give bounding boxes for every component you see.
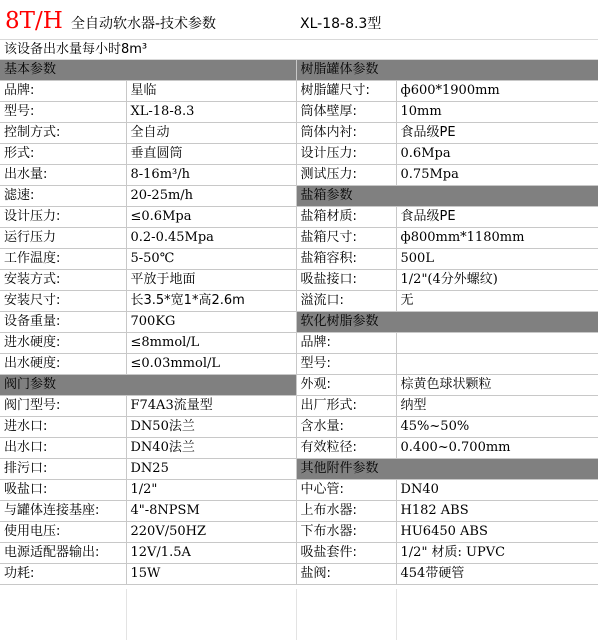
spec-row	[0, 81, 598, 102]
section-header: 阀门参数	[0, 375, 296, 396]
param-value: 12V/1.5A	[126, 543, 296, 564]
param-value: DN40法兰	[126, 438, 296, 459]
param-value	[396, 333, 598, 354]
param-label: 使用电压:	[0, 522, 126, 543]
spec-row	[0, 543, 598, 564]
param-value: 0.75Mpa	[396, 165, 598, 186]
param-label: 外观:	[296, 375, 396, 396]
spec-row	[0, 144, 598, 165]
param-label: 出水量:	[0, 165, 126, 186]
param-value: 垂直圆筒	[126, 144, 296, 165]
param-value: 棕黄色球状颗粒	[396, 375, 598, 396]
param-value: 700KG	[126, 312, 296, 333]
param-value: ф800mm*1180mm	[396, 228, 598, 249]
spec-row	[0, 417, 598, 438]
param-value: 500L	[396, 249, 598, 270]
spec-row	[0, 564, 598, 585]
param-label: 安装尺寸:	[0, 291, 126, 312]
param-label: 吸盐口:	[0, 480, 126, 501]
spec-row	[0, 312, 598, 333]
param-value: 食品级PE	[396, 123, 598, 144]
param-label: 设计压力:	[0, 207, 126, 228]
param-label: 运行压力	[0, 228, 126, 249]
param-label: 型号:	[0, 102, 126, 123]
param-value	[396, 354, 598, 375]
param-label: 盐箱材质:	[296, 207, 396, 228]
param-label: 盐箱容积:	[296, 249, 396, 270]
param-value: ≤8mmol/L	[126, 333, 296, 354]
param-value: 长3.5*宽1*高2.6m	[126, 291, 296, 312]
spec-row	[0, 207, 598, 228]
param-label: 上布水器:	[296, 501, 396, 522]
spec-row	[0, 354, 598, 375]
gridline	[396, 589, 397, 640]
section-header: 软化树脂参数	[296, 312, 598, 333]
section-header: 基本参数	[0, 60, 296, 81]
param-label: 下布水器:	[296, 522, 396, 543]
param-value: DN25	[126, 459, 296, 480]
spec-row	[0, 270, 598, 291]
param-value: 0.2-0.45Mpa	[126, 228, 296, 249]
spec-row	[0, 165, 598, 186]
param-label: 树脂罐尺寸:	[296, 81, 396, 102]
param-label: 阀门型号:	[0, 396, 126, 417]
param-label: 排污口:	[0, 459, 126, 480]
spec-row	[0, 396, 598, 417]
param-value: ф600*1900mm	[396, 81, 598, 102]
param-value: ≤0.6Mpa	[126, 207, 296, 228]
spec-row	[0, 438, 598, 459]
section-header: 盐箱参数	[296, 186, 598, 207]
param-label: 吸盐套件:	[296, 543, 396, 564]
param-label: 出厂形式:	[296, 396, 396, 417]
param-label: 有效粒径:	[296, 438, 396, 459]
param-label: 中心管:	[296, 480, 396, 501]
param-label: 工作温度:	[0, 249, 126, 270]
spec-row	[0, 501, 598, 522]
param-value: 4"-8NPSM	[126, 501, 296, 522]
param-value: 平放于地面	[126, 270, 296, 291]
spec-row	[0, 459, 598, 480]
param-value: 全自动	[126, 123, 296, 144]
spec-row	[0, 228, 598, 249]
param-value: 220V/50HZ	[126, 522, 296, 543]
param-label: 吸盐接口:	[296, 270, 396, 291]
product-title: 全自动软水器-技术参数	[71, 16, 217, 32]
gridline	[296, 589, 297, 640]
param-label: 筒体壁厚:	[296, 102, 396, 123]
param-label: 盐箱尺寸:	[296, 228, 396, 249]
param-label: 电源适配器输出:	[0, 543, 126, 564]
gridline	[126, 589, 127, 640]
param-value: 0.6Mpa	[396, 144, 598, 165]
param-label: 筒体内衬:	[296, 123, 396, 144]
param-label: 出水硬度:	[0, 354, 126, 375]
param-value: F74A3流量型	[126, 396, 296, 417]
param-value: 纳型	[396, 396, 598, 417]
spec-row	[0, 123, 598, 144]
param-value: 15W	[126, 564, 296, 585]
param-label: 进水口:	[0, 417, 126, 438]
param-value: 无	[396, 291, 598, 312]
param-label: 溢流口:	[296, 291, 396, 312]
param-value: DN40	[396, 480, 598, 501]
spec-row	[0, 522, 598, 543]
spec-row	[0, 186, 598, 207]
param-value: 0.400~0.700mm	[396, 438, 598, 459]
param-label: 品牌:	[296, 333, 396, 354]
param-value: HU6450 ABS	[396, 522, 598, 543]
param-label: 品牌:	[0, 81, 126, 102]
spec-row	[0, 102, 598, 123]
param-label: 安装方式:	[0, 270, 126, 291]
spec-row	[0, 291, 598, 312]
param-label: 与罐体连接基座:	[0, 501, 126, 522]
param-label: 控制方式:	[0, 123, 126, 144]
param-label: 含水量:	[296, 417, 396, 438]
param-value: 10mm	[396, 102, 598, 123]
model-title: XL-18-8.3型	[300, 16, 382, 32]
param-label: 型号:	[296, 354, 396, 375]
section-header: 其他附件参数	[296, 459, 598, 480]
param-label: 测试压力:	[296, 165, 396, 186]
param-value: H182 ABS	[396, 501, 598, 522]
param-value: 20-25m/h	[126, 186, 296, 207]
param-label: 设计压力:	[296, 144, 396, 165]
spec-row	[0, 375, 598, 396]
param-label: 出水口:	[0, 438, 126, 459]
spec-row	[0, 60, 598, 81]
param-value: XL-18-8.3	[126, 102, 296, 123]
param-value: ≤0.03mmol/L	[126, 354, 296, 375]
param-label: 设备重量:	[0, 312, 126, 333]
param-label: 功耗:	[0, 564, 126, 585]
spec-row	[0, 480, 598, 501]
param-value: 8-16m³/h	[126, 165, 296, 186]
param-value: 45%~50%	[396, 417, 598, 438]
capacity-title: 8T/H	[5, 8, 63, 34]
param-value: 1/2" 材质: UPVC	[396, 543, 598, 564]
param-label: 盐阀:	[296, 564, 396, 585]
param-label: 形式:	[0, 144, 126, 165]
spec-row	[0, 333, 598, 354]
param-value: DN50法兰	[126, 417, 296, 438]
param-label: 滤速:	[0, 186, 126, 207]
param-value: 454带硬管	[396, 564, 598, 585]
param-value: 5-50℃	[126, 249, 296, 270]
section-header: 树脂罐体参数	[296, 60, 598, 81]
param-label: 进水硬度:	[0, 333, 126, 354]
param-value: 1/2"(4分外螺纹)	[396, 270, 598, 291]
spec-row	[0, 249, 598, 270]
param-value: 食品级PE	[396, 207, 598, 228]
spec-table	[0, 60, 598, 585]
title-row	[0, 0, 598, 40]
param-value: 星临	[126, 81, 296, 102]
flow-note: 该设备出水量每小时8m³	[0, 40, 598, 60]
param-value: 1/2"	[126, 480, 296, 501]
